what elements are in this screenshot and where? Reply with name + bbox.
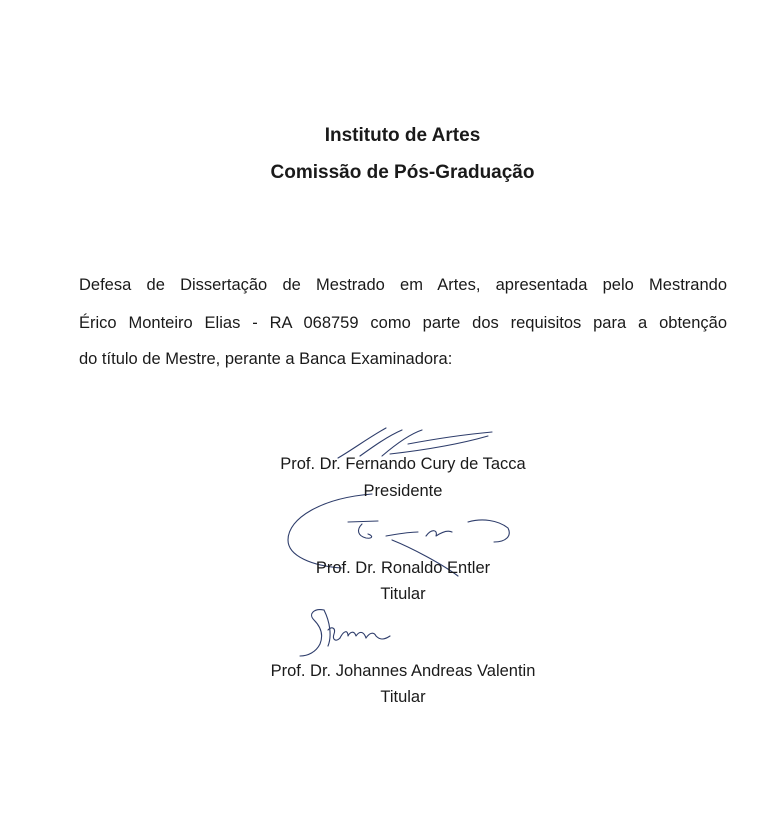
statement-line-1: Defesa de Dissertação de Mestrado em Artes, apresentada pelo Mestrando <box>79 276 727 294</box>
institution-heading: Instituto de Artes <box>324 125 481 146</box>
commission-heading: Comissão de Pós-Graduação <box>270 162 535 183</box>
signature-titular-2 <box>298 600 398 660</box>
statement-line-2: Érico Monteiro Elias - RA 068759 como parte dos requisitos para a obtenção <box>79 314 727 332</box>
member-name-titular-1: Prof. Dr. Ronaldo Entler <box>315 559 491 577</box>
member-name-president: Prof. Dr. Fernando Cury de Tacca <box>280 455 526 473</box>
member-role-titular-1: Titular <box>380 585 426 603</box>
member-role-president: Presidente <box>363 482 443 500</box>
member-name-titular-2: Prof. Dr. Johannes Andreas Valentin <box>270 662 536 680</box>
statement-line-3: do título de Mestre, perante a Banca Examinadora: <box>79 350 453 368</box>
member-role-titular-2: Titular <box>380 688 426 706</box>
